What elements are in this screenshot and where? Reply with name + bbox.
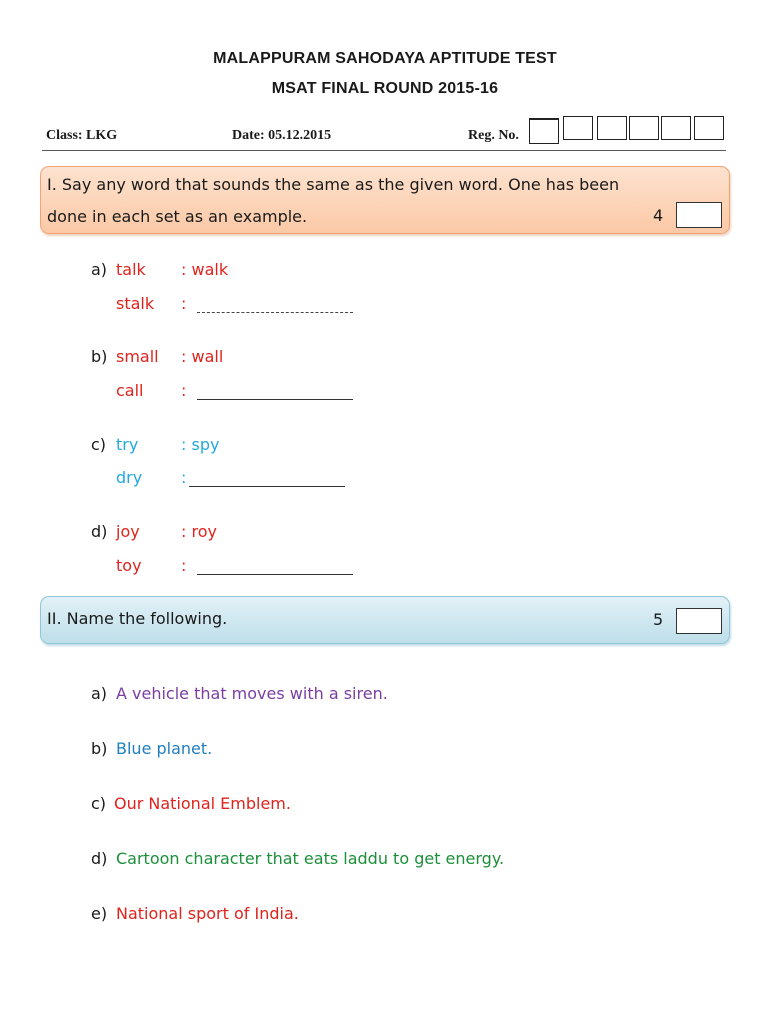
answer-colon: : bbox=[181, 381, 187, 400]
section-2-heading: II. Name the following. bbox=[47, 609, 228, 628]
section-2-marks: 5 bbox=[653, 610, 664, 629]
round-title: MSAT FINAL ROUND 2015-16 bbox=[271, 80, 499, 97]
question-text: A vehicle that moves with a siren. bbox=[116, 684, 388, 703]
section-1-instructions bbox=[40, 166, 730, 234]
given-word: joy bbox=[116, 522, 140, 541]
section-2-instructions bbox=[40, 596, 730, 644]
section-1-line-2: done in each set as an example. bbox=[47, 207, 308, 226]
item-letter: b) bbox=[91, 347, 108, 366]
reg-box[interactable] bbox=[629, 116, 659, 140]
question-text: National sport of India. bbox=[116, 904, 299, 923]
given-word: small bbox=[116, 347, 159, 366]
item-letter: e) bbox=[91, 904, 108, 923]
answer-colon: : bbox=[181, 294, 187, 313]
reg-box[interactable] bbox=[694, 116, 724, 140]
section-1-score-box[interactable] bbox=[676, 202, 722, 228]
date-label: Date: 05.12.2015 bbox=[232, 128, 332, 143]
given-word: toy bbox=[116, 556, 142, 575]
reg-box[interactable] bbox=[661, 116, 691, 140]
question-text: Blue planet. bbox=[116, 739, 213, 758]
example-rhyme: : roy bbox=[181, 522, 217, 541]
answer-blank[interactable] bbox=[197, 385, 353, 400]
reg-box[interactable] bbox=[597, 116, 627, 140]
answer-colon: : bbox=[181, 556, 187, 575]
section-2-score-box[interactable] bbox=[676, 608, 722, 634]
answer-colon: : bbox=[181, 468, 187, 487]
item-letter: d) bbox=[91, 522, 108, 541]
example-rhyme: : wall bbox=[181, 347, 224, 366]
question-text: Our National Emblem. bbox=[114, 794, 291, 813]
section-1-line-1: I. Say any word that sounds the same as the given word. One has been bbox=[47, 175, 620, 194]
section-1-marks: 4 bbox=[653, 206, 664, 225]
item-letter: c) bbox=[91, 435, 107, 454]
given-word: dry bbox=[116, 468, 143, 487]
item-letter: d) bbox=[91, 849, 108, 868]
example-rhyme: : walk bbox=[181, 260, 229, 279]
reg-box[interactable] bbox=[563, 116, 593, 140]
test-title: MALAPPURAM SAHODAYA APTITUDE TEST bbox=[213, 50, 557, 67]
given-word: stalk bbox=[116, 294, 155, 313]
class-label: Class: LKG bbox=[46, 128, 118, 143]
item-letter: a) bbox=[91, 260, 108, 279]
item-letter: b) bbox=[91, 739, 108, 758]
item-letter: c) bbox=[91, 794, 107, 813]
given-word: talk bbox=[116, 260, 146, 279]
answer-blank[interactable] bbox=[197, 298, 353, 313]
given-word: call bbox=[116, 381, 144, 400]
reg-box[interactable] bbox=[529, 118, 559, 144]
example-rhyme: : spy bbox=[181, 435, 220, 454]
given-word: try bbox=[116, 435, 139, 454]
item-letter: a) bbox=[91, 684, 108, 703]
answer-blank[interactable] bbox=[189, 472, 345, 487]
reg-no-label: Reg. No. bbox=[468, 128, 519, 143]
answer-blank[interactable] bbox=[197, 560, 353, 575]
question-text: Cartoon character that eats laddu to get energy. bbox=[116, 849, 505, 868]
header-divider bbox=[42, 150, 726, 151]
